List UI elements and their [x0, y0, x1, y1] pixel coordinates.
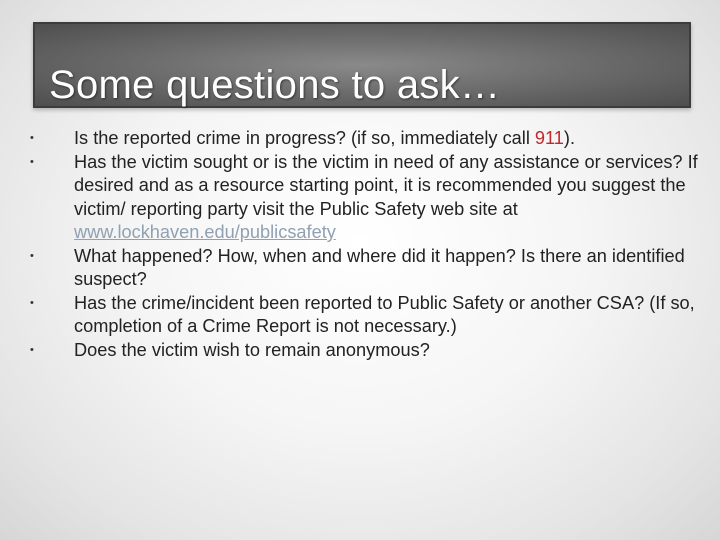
- bullet-item-assistance: [22, 151, 702, 245]
- bullet-text: Does the victim wish to remain anonymous?: [74, 339, 430, 360]
- bullet-icon: •: [30, 296, 34, 309]
- public-safety-link[interactable]: www.lockhaven.edu/publicsafety: [74, 222, 336, 242]
- bullet-list: [22, 127, 702, 362]
- bullet-icon: •: [30, 343, 34, 356]
- slide-title: Some questions to ask…: [49, 63, 501, 107]
- bullet-text-end: ).: [563, 128, 576, 148]
- bullet-icon: •: [30, 249, 34, 262]
- bullet-item-anonymous: [22, 339, 702, 363]
- bullet-text: What happened? How, when and where did it happen? Is there an identified suspect?: [74, 245, 685, 289]
- bullet-item-crime-in-progress: [22, 127, 702, 151]
- bullet-item-reported: [22, 292, 702, 339]
- bullet-text: Has the victim sought or is the victim in need of any assistance or services? If desired and as a resource starting point, it is recommended you suggest the victim/ reporting party visit the Public Safety web site at: [74, 151, 698, 219]
- bullet-item-what-happened: [22, 245, 702, 292]
- bullet-text: Has the crime/incident been reported to Public Safety or another CSA? (If so, completion of a Crime Report is not necessary.): [74, 292, 695, 336]
- emergency-number: 911: [534, 128, 564, 148]
- title-bar: [33, 22, 691, 108]
- bullet-icon: •: [30, 132, 34, 144]
- bullet-icon: •: [30, 155, 34, 168]
- bullet-text: Is the reported crime in progress? (if so, immediately call: [74, 128, 535, 148]
